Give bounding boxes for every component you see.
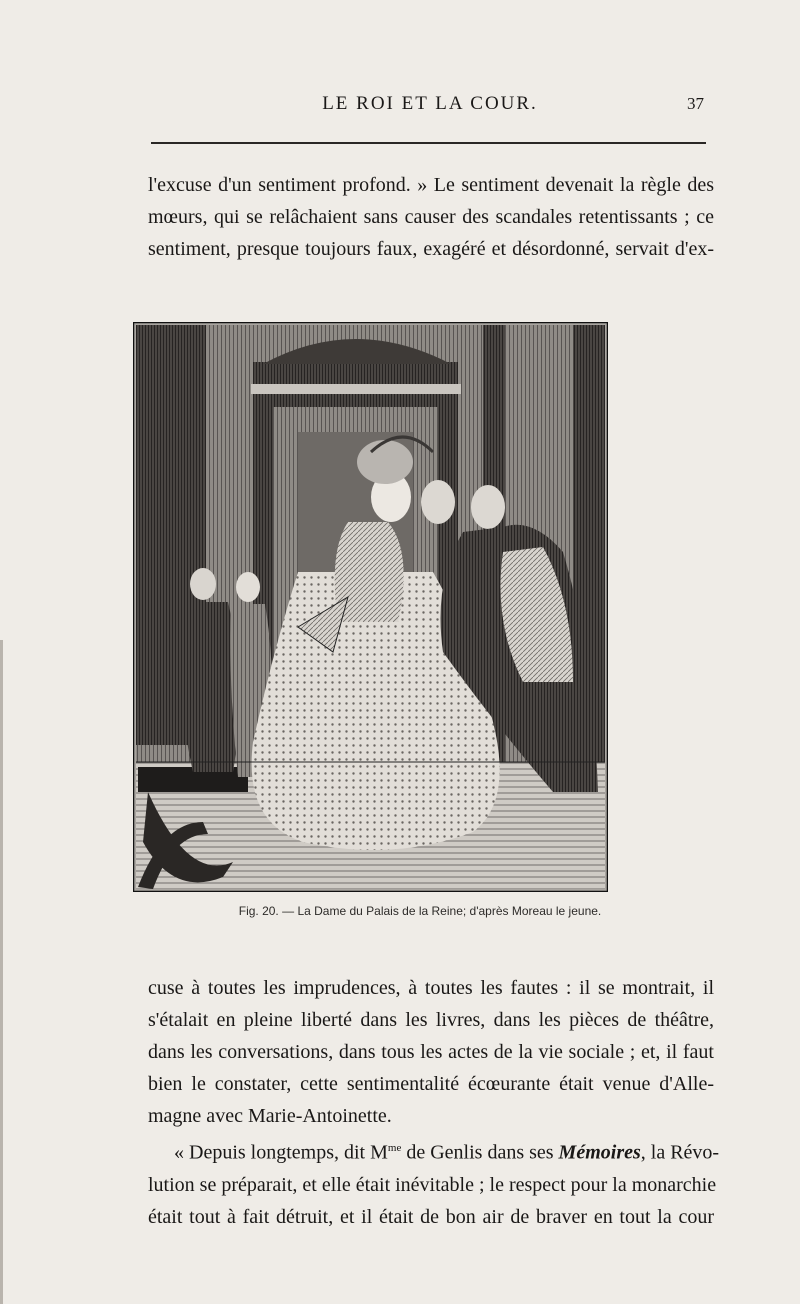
figure-caption: Fig. 20. — La Dame du Palais de la Reine; d'après Moreau le jeune. — [238, 904, 602, 918]
text-line: mœurs, qui se relâchaient sans causer des scandales retentissants ; ce — [148, 206, 714, 228]
quote-text: de Genlis dans ses — [401, 1141, 559, 1164]
running-title: LE ROI ET LA COUR. — [322, 93, 538, 114]
text-line: bien le constater, cette sentimentalité écœurante était venue d'Alle- — [148, 1073, 714, 1095]
title-abbrev-superscript: me — [387, 1142, 402, 1154]
engraving-illustration — [133, 322, 608, 892]
engraving-figure — [133, 322, 608, 892]
paragraph-top — [148, 169, 714, 265]
quote-line-first — [148, 1132, 720, 1169]
page-binding-shadow — [0, 640, 3, 1304]
quote-text: « Depuis longtemps, dit M — [174, 1141, 388, 1164]
text-line: était tout à fait détruit, et il était de bon air de braver en tout la cour — [148, 1205, 714, 1228]
page-header — [150, 93, 710, 121]
text-line: lution se préparait, et elle était inévitable ; le respect pour la monarchie — [148, 1173, 717, 1196]
paragraph-bottom — [148, 972, 720, 1233]
text-line: l'excuse d'un sentiment profond. » Le sentiment devenait la règle des — [148, 174, 714, 196]
header-rule — [151, 142, 706, 144]
text-line: dans les conversations, dans tous les actes de la vie sociale ; et, il faut — [148, 1041, 714, 1063]
text-line: s'étalait en pleine liberté dans les livres, dans les pièces de théâtre, — [148, 1009, 714, 1031]
page-number: 37 — [687, 94, 704, 113]
text-line: sentiment, presque toujours faux, exagéré et désordonné, servait d'ex- — [148, 238, 714, 260]
text-line: magne avec Marie-Antoinette. — [148, 1105, 392, 1127]
quote-text: , la Révo- — [640, 1141, 720, 1164]
book-title: Mémoires — [558, 1141, 641, 1164]
text-line: cuse à toutes les imprudences, à toutes les fautes : il se montrait, il — [148, 977, 714, 999]
